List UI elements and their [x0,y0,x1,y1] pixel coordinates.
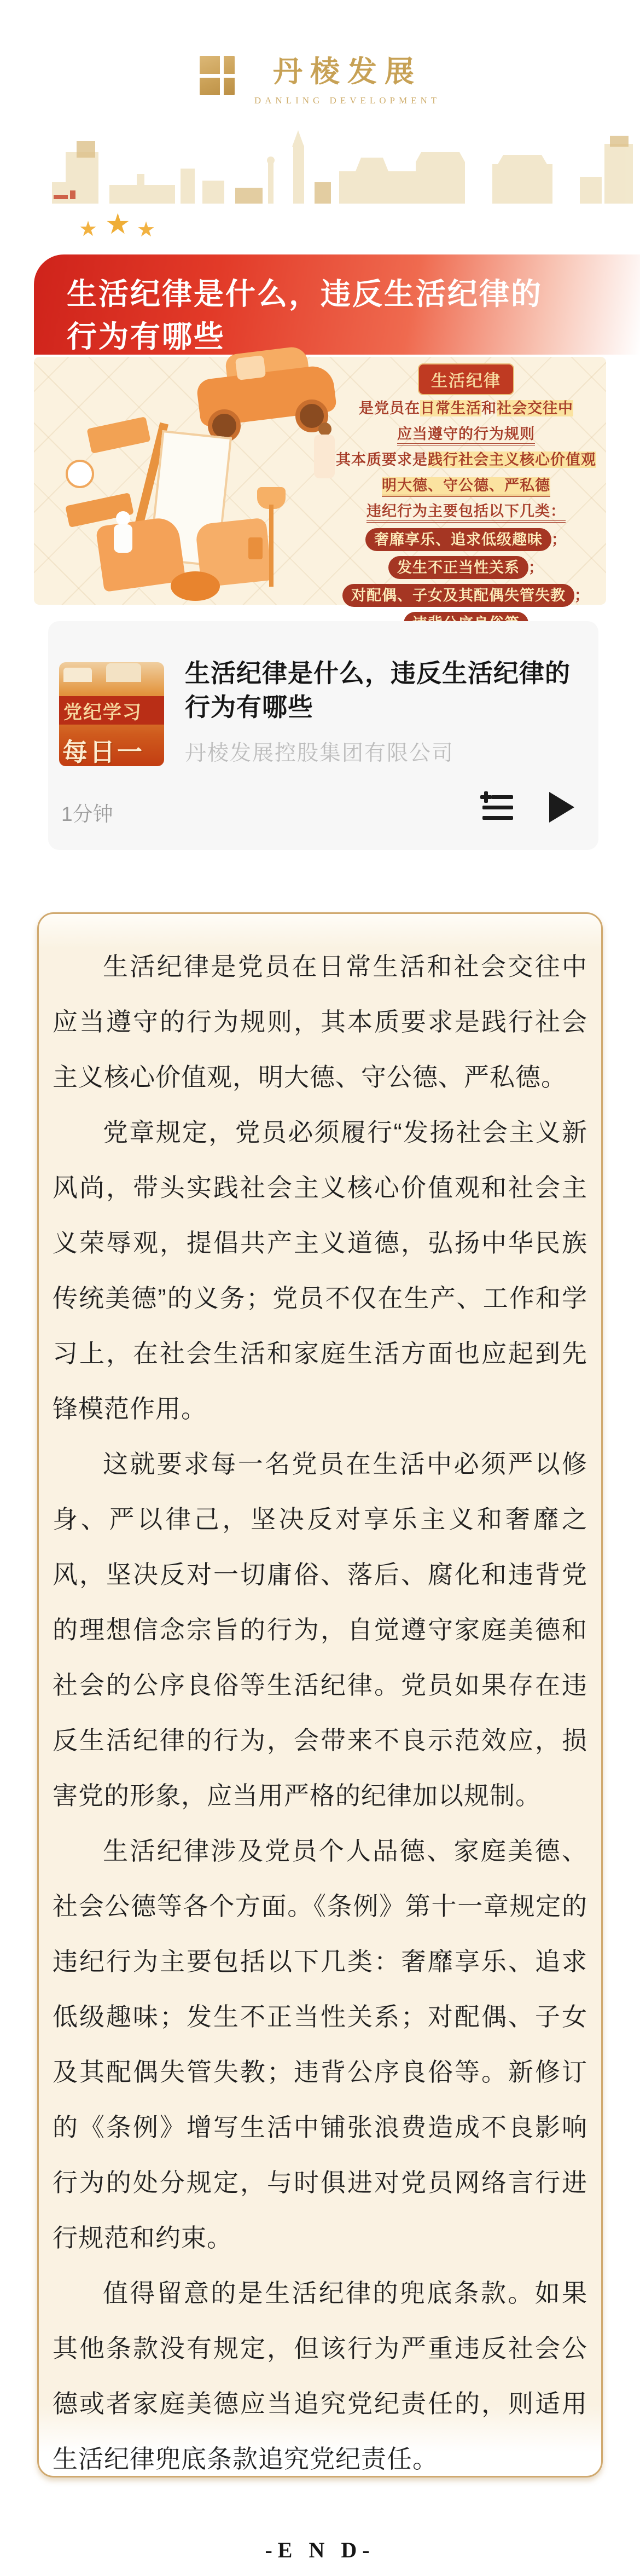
audio-source: 丹棱发展控股集团有限公司 [185,742,455,765]
brand-name-cn: 丹棱发展 [273,55,422,88]
title-banner [34,254,640,355]
audio-title: 生活纪律是什么，违反生活纪律的行为有哪些 [185,659,571,721]
article-body [39,914,601,2487]
infographic-line: 是党员在日常生活和社会交往中 [359,400,573,416]
brand-name-en: DANLING DEVELOPMENT [254,95,441,106]
person-figure [116,511,130,525]
floor-lamp-pole [269,505,274,587]
bookshelf [86,416,150,454]
article-paragraph: 生活纪律涉及党员个人品德、家庭美德、社会公德等各个方面。《条例》第十一章规定的违纪行为主要包括以下几类：奢靡享乐、追求低级趣味；发生不正当性关系；对配偶、子女及其配偶失管失教；违背公序良俗等。新修订的《条例》增写生活中铺张浪费造成不良影响行为的处分规定，与时俱进对党员网络言行进行规范和约束。 [53,1837,587,2252]
audio-player-card[interactable] [48,621,598,850]
infographic-line: 明大德、守公德、严私德 [332,477,600,495]
infographic-line: 应当遵守的行为规则 [332,425,600,443]
wall-clock-icon [66,460,94,488]
star-icon: ★ [79,218,98,241]
audio-duration: 1分钟 [61,803,113,825]
danling-logo-icon [200,56,235,95]
thumb-top-text: 党纪学习 [63,702,142,723]
article-paragraph: 这就要求每一名党员在生活中必须严以修身、严以律己，坚决反对享乐主义和奢靡之风，坚决反对一切庸俗、落后、腐化和违背党的理想信念宗旨的行为，自觉遵守家庭美德和社会的公序良俗等生活纪律。党员如果存在违反生活纪律的行为，会带来不良示范效应，损害党的形象，应当用严格的纪律加以规制。 [53,1450,587,1810]
infographic-line: 违纪行为主要包括以下几类： [332,502,600,520]
article-paragraph: 值得留意的是生活纪律的兜底条款。如果其他条款没有规定，但该行为严重违反社会公德或者家庭美德应当追究党纪责任的，则适用生活纪律兜底条款追究党纪责任。 [53,2279,587,2473]
infographic-line: 奢靡享乐、追求低级趣味 ； [332,528,600,551]
audio-thumbnail[interactable] [59,662,164,766]
star-icon: ★ [137,218,156,241]
infographic-line: 其本质要求是践行社会主义核心价值观 [336,451,596,468]
thumb-building-shape [106,663,141,682]
star-icon: ★ [105,209,131,240]
discipline-infographic [34,357,606,605]
car-window [235,355,266,380]
coffee-table [171,571,220,601]
person-figure [114,524,132,553]
infographic-lines [332,400,600,635]
end-marker: -E N D- [265,2538,375,2562]
plant [248,537,263,559]
banner-title-line2: 行为有哪些 [67,320,226,354]
infographic-text-column [332,363,600,640]
play-icon[interactable] [549,792,574,823]
thumb-bottom-text: 每日一 [62,738,144,766]
playlist-add-icon[interactable] [482,794,516,823]
city-skyline-illustration [0,130,640,204]
thumb-building-shape [63,668,92,682]
article-paragraph: 生活纪律是党员在日常生活和社会交往中应当遵守的行为规则，其本质要求是践行社会主义核心价值观，明大德、守公德、严私德。 [53,952,587,1091]
badge-life-discipline: 生活纪律 [418,363,514,395]
infographic-line: 对配偶、子女及其配偶失管失教 ； [332,584,600,607]
three-gold-stars-icon [71,208,170,246]
article-card [37,912,603,2477]
header-logo [0,56,640,106]
person-figure [318,422,331,436]
banner-title-line1: 生活纪律是什么，违反生活纪律的 [67,277,543,311]
article-paragraph: 党章规定，党员必须履行“发扬社会主义新风尚，带头实践社会主义核心价值观和社会主义荣辱观，提倡共产主义道德，弘扬中华民族传统美德”的义务；党员不仅在生产、工作和学习上，在社会生活和家庭生活方面也应起到先锋模范作用。 [53,1118,587,1423]
infographic-line: 发生不正当性关系 ； [332,556,600,579]
